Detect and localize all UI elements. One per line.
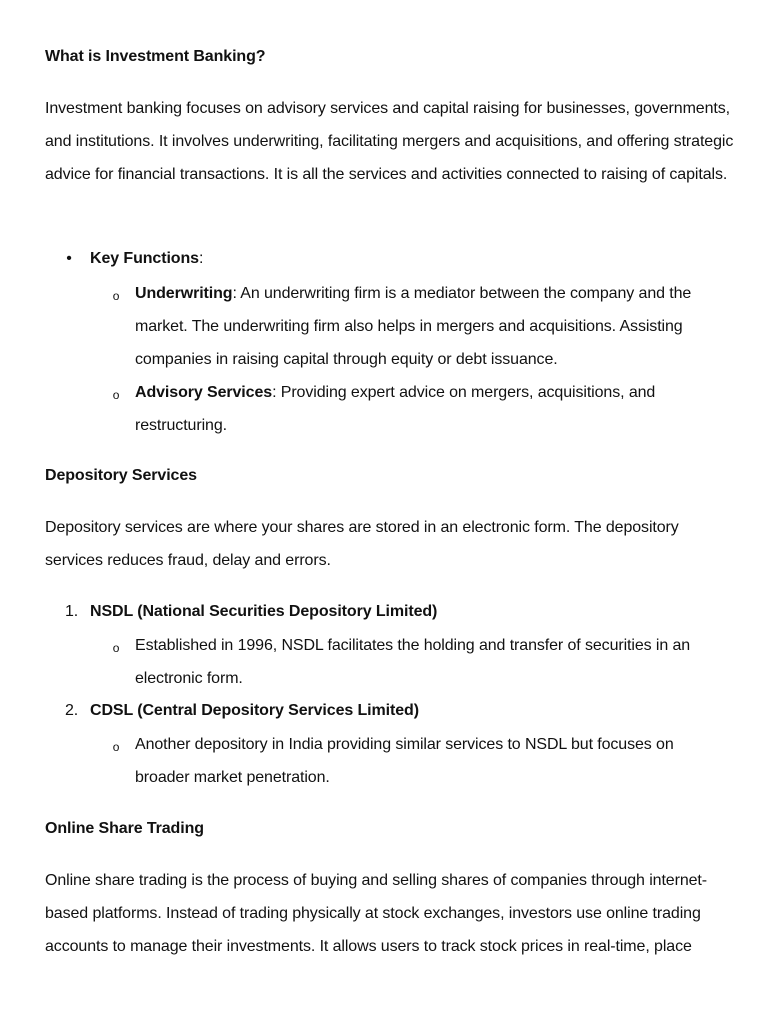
- list-item-cdsl-title: CDSL (Central Depository Services Limited): [90, 702, 419, 719]
- key-functions-label: Key Functions: [90, 250, 199, 267]
- bullet-key-functions: •: [66, 250, 72, 267]
- sub-bullet-nsdl: o: [112, 641, 120, 655]
- advisory-text: : Providing expert advice on mergers, acquisitions, and restructuring.: [135, 384, 656, 434]
- list-number-cdsl: 2.: [65, 702, 79, 719]
- advisory-term: Advisory Services: [135, 384, 273, 401]
- section-heading-depository: Depository Services: [45, 467, 197, 484]
- key-functions-suffix: :: [198, 250, 204, 267]
- list-item-advisory-services: [135, 376, 725, 442]
- list-item-nsdl-title: NSDL (National Securities Depository Limited): [90, 603, 438, 620]
- list-item-nsdl-detail: Established in 1996, NSDL facilitates the holding and transfer of securities in an electronic form.: [135, 637, 691, 687]
- list-item-underwriting: [135, 277, 725, 376]
- sub-bullet-cdsl: o: [112, 740, 120, 754]
- sub-bullet-advisory: o: [112, 388, 120, 402]
- sub-bullet-underwriting: o: [112, 289, 120, 303]
- section-heading-investment-banking: What is Investment Banking?: [45, 48, 266, 65]
- paragraph-online-trading-intro: Online share trading is the process of buying and selling shares of companies through internet-based platforms. Instead of trading physically at stock exchanges, investors use online trading accounts to manage their investments. It allows users to track stock prices in real-time, place: [45, 872, 708, 955]
- underwriting-term: Underwriting: [135, 285, 233, 302]
- list-item-key-functions: [90, 250, 203, 268]
- paragraph-investment-banking-intro: Investment banking focuses on advisory services and capital raising for businesses, governments, and institutions. It involves underwriting, facilitating mergers and acquisitions, and offering strategic advice for financial transactions. It is all the services and activities connected to raising of capitals.: [45, 100, 734, 183]
- list-item-cdsl-detail: Another depository in India providing similar services to NSDL but focuses on broader market penetration.: [135, 736, 674, 786]
- list-number-nsdl: 1.: [65, 603, 79, 620]
- section-heading-online-trading: Online Share Trading: [45, 820, 204, 837]
- paragraph-depository-intro: Depository services are where your shares are stored in an electronic form. The depository services reduces fraud, delay and errors.: [45, 519, 679, 569]
- underwriting-text: : An underwriting firm is a mediator between the company and the market. The underwriting firm also helps in mergers and acquisitions. Assisting companies in raising capital through equity or debt issuance.: [135, 285, 692, 368]
